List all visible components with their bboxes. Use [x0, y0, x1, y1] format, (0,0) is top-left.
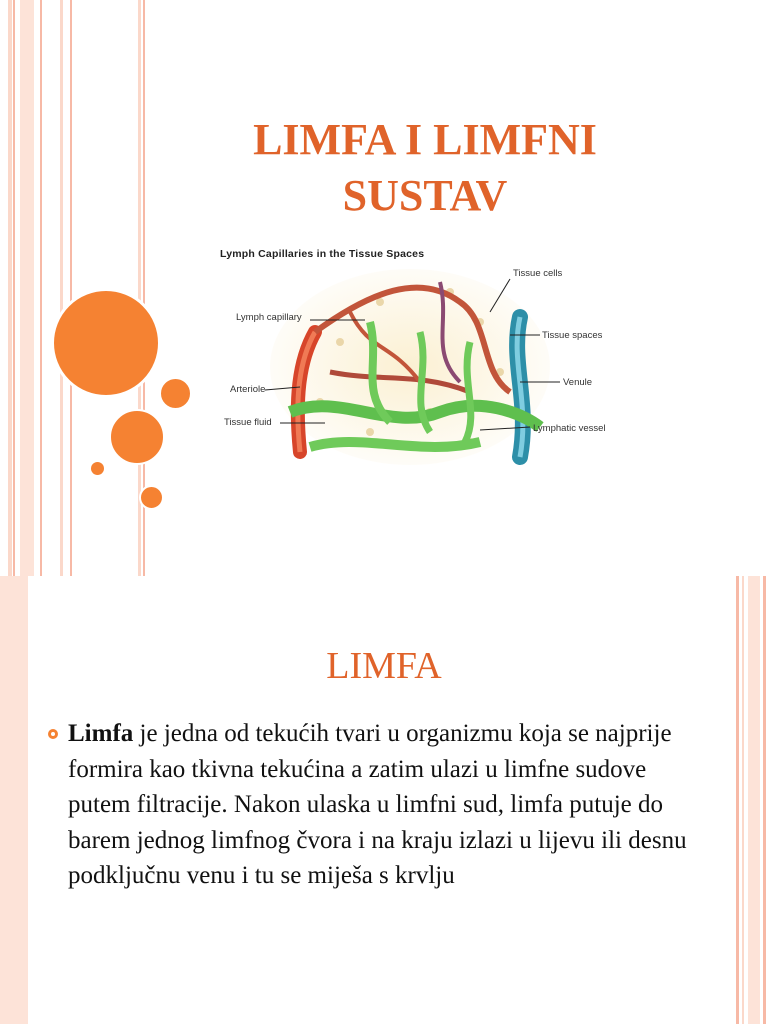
decor-stripe — [13, 0, 15, 576]
content-slide — [0, 576, 768, 1024]
slide-title — [200, 112, 650, 224]
label-arteriole: Arteriole — [230, 384, 266, 395]
title-line-2: SUSTAV — [342, 171, 508, 220]
decor-circle — [109, 409, 165, 465]
definition-text: je jedna od tekućih tvari u organizmu koja se najprije formira kao tkivna tekućina a zatim ulazi u limfne sudove putem filtracije. Nakon ulaska u limfni sud, limfa putuje do barem jednog limfnog čvora i na kraju izlazi u lijevu ili desnu podključnu venu i tu se miješa s krvlju — [68, 720, 687, 889]
label-venule: Venule — [563, 377, 593, 388]
label-tissue-fluid: Tissue fluid — [224, 417, 272, 428]
decor-circle — [91, 462, 104, 475]
decor-stripe — [70, 0, 72, 576]
term-limfa: Limfa — [68, 720, 134, 747]
decor-circle — [159, 377, 192, 410]
decor-stripe — [20, 0, 34, 576]
label-tissue-cells: Tissue cells — [513, 268, 563, 279]
title-line-1: LIMFA I LIMFNI — [253, 115, 597, 164]
label-lymph-capillary: Lymph capillary — [236, 312, 302, 323]
label-lymphatic-vessel: Lymphatic vessel — [533, 423, 606, 434]
decor-circle-large — [51, 288, 161, 398]
diagram-title: Lymph Capillaries in the Tissue Spaces — [220, 248, 425, 260]
bullet-icon — [48, 729, 58, 739]
body-paragraph — [68, 716, 688, 894]
decor-stripe — [40, 0, 42, 576]
slide-title: LIMFA — [326, 645, 442, 687]
decor-stripe — [8, 0, 12, 576]
decor-circle — [139, 485, 164, 510]
label-tissue-spaces: Tissue spaces — [542, 330, 603, 341]
diagram-illustration — [220, 262, 620, 472]
decor-stripe — [60, 0, 63, 576]
